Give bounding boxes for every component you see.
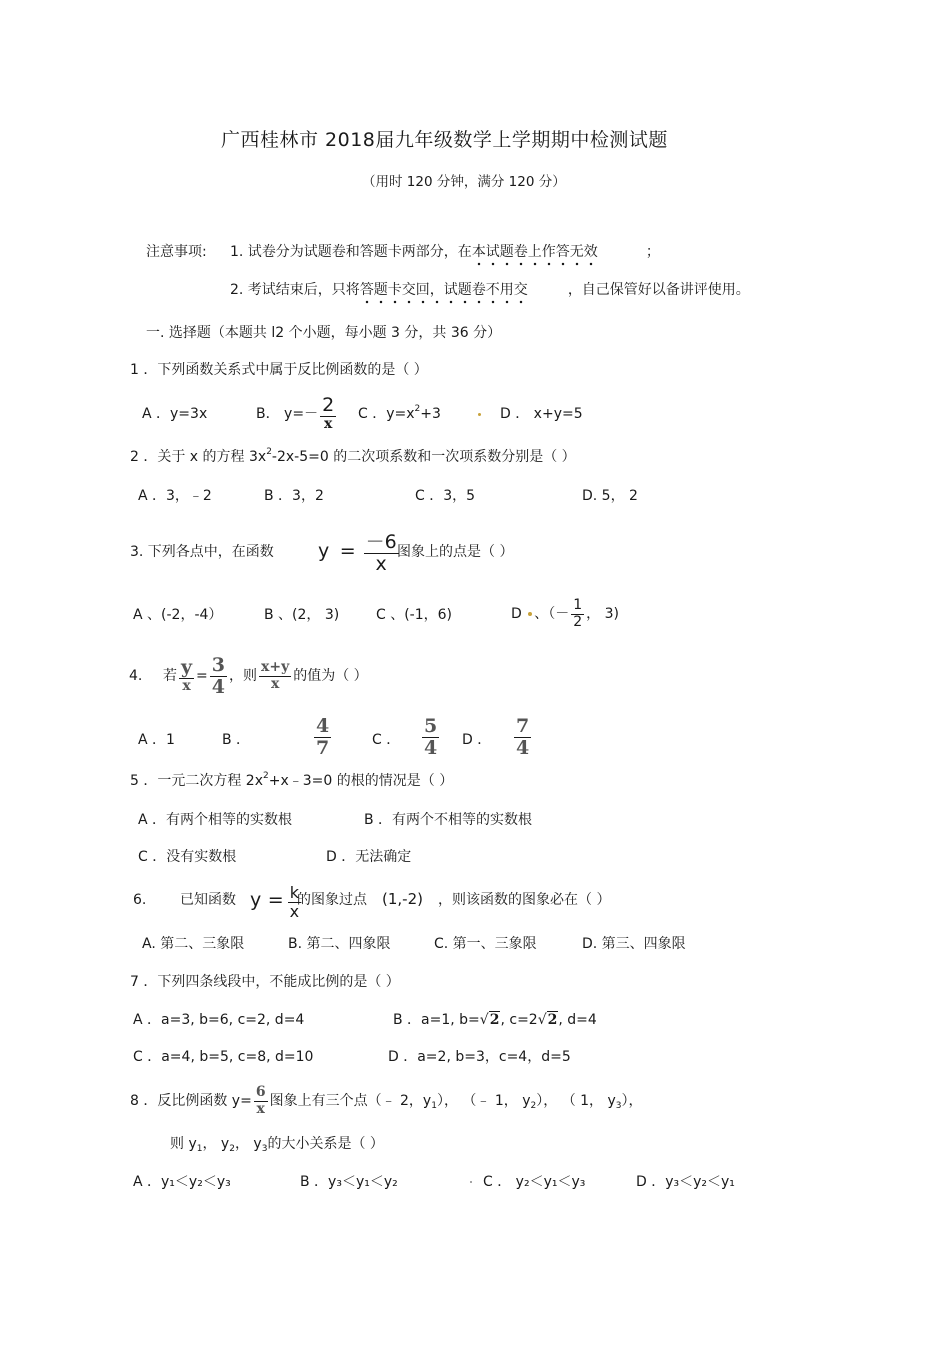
question-7-option-c: C ．a=4, b=5, c=8, d=10: [133, 1049, 314, 1065]
q8-sub-3: 3: [615, 1101, 622, 1111]
q3-d-mid: 、（－: [534, 606, 570, 622]
q4-y: y: [181, 656, 193, 679]
q6-num: k: [289, 882, 299, 902]
q3-d-fraction: [571, 598, 584, 630]
q1-b-prefix: B． y=－: [256, 406, 319, 422]
question-2-option-a: A ．3，﹣2: [138, 488, 212, 504]
page-subtitle: （用时 120 分钟，满分 120 分）: [362, 174, 566, 190]
question-6-option-a: A. 第二、三象限: [142, 936, 245, 952]
q3-d-numerator: 1: [573, 597, 583, 614]
q8-line2-sub-1: 1: [196, 1144, 203, 1154]
q4-4: 4: [211, 675, 226, 698]
question-6-function: [250, 877, 303, 925]
q8-line2-d: 的大小关系是（ ）: [267, 1136, 384, 1152]
q4-eq: =: [196, 668, 208, 684]
q4-b-num: 4: [316, 715, 330, 737]
question-3-option-d: [511, 594, 619, 634]
q3-denominator: x: [375, 552, 387, 575]
question-3-option-a: A 、(-2，-4）: [133, 607, 223, 623]
q2-stem-exponent: 2: [266, 447, 272, 457]
question-3-option-c: C 、(-1，6): [376, 607, 453, 623]
q8-line2-c: ， y: [234, 1136, 262, 1152]
q7-b-suffix: , d=4: [558, 1012, 597, 1028]
q3-y: y: [318, 540, 330, 562]
question-4-stem: [163, 652, 368, 700]
question-2-option-b: B ．3，2: [264, 488, 324, 504]
notice-item-2-text: 2. 考试结束后，只将: [230, 282, 360, 298]
q4-c-num: 5: [424, 715, 438, 737]
question-4-option-a: A ．1: [138, 732, 175, 748]
q8-suffix-c: ）， （ 1， y: [536, 1093, 616, 1109]
q8-sub-2: 2: [530, 1101, 537, 1111]
q8-line2-sub-2: 2: [229, 1144, 235, 1154]
q4-d-den: 4: [516, 736, 530, 759]
q8-sub-1: 1: [431, 1101, 437, 1111]
question-8-option-b: B ．y₃＜y₁＜y₂: [300, 1174, 398, 1190]
question-1-option-d: D ． x+y=5: [500, 406, 583, 422]
question-4-option-b-label: B ．: [222, 732, 251, 748]
question-4-option-d-value: [512, 716, 533, 759]
q1-b-fraction: [320, 395, 336, 432]
q1-c-prefix: C ．y=x: [358, 406, 415, 422]
q4-b-den: 7: [316, 736, 330, 759]
q3-equals: =: [339, 540, 356, 562]
question-6-prefix: 已知函数: [180, 892, 236, 908]
question-8-option-a: A ．y₁＜y₂＜y₃: [133, 1174, 231, 1190]
q8-suffix-a: 图象上有三个点（﹣ 2，y: [269, 1093, 432, 1109]
q4-frac-yx: [179, 657, 194, 694]
q2-stem-b: -2x-5=0 的二次项系数和一次项系数分别是（ ）: [271, 449, 576, 465]
q4-x: x: [182, 678, 191, 695]
q4-d-fraction: [514, 716, 531, 759]
q4-3: 3: [211, 653, 226, 676]
question-2-stem: [130, 448, 576, 466]
q3-d-suffix: ， 3): [586, 606, 619, 622]
q3-d-denominator: 2: [573, 613, 583, 630]
q5-stem-b: +x﹣3=0 的根的情况是（ ）: [268, 773, 454, 789]
q4-xy: x+y: [261, 659, 290, 676]
notice-item-2: [230, 281, 750, 299]
question-5-option-b: B ．有两个不相等的实数根: [364, 812, 533, 828]
q8-suffix-b: ）， （﹣ 1， y: [436, 1093, 531, 1109]
question-7-option-d: D ．a=2, b=3，c=4，d=5: [388, 1049, 571, 1065]
question-6-suffix: ，则该函数的图象必在（ ）: [438, 892, 611, 908]
question-7-option-a: A ．a=3, b=6, c=2, d=4: [133, 1012, 305, 1028]
question-6-option-d: D. 第三、四象限: [582, 936, 686, 952]
q4-then: ，则: [229, 668, 258, 684]
q8-suffix-d: ），: [621, 1093, 643, 1109]
question-8-line-2: [170, 1135, 384, 1153]
sqrt-symbol: √2: [537, 1012, 558, 1028]
question-8-option-c: C ． y₂＜y₁＜y₃: [483, 1174, 586, 1190]
q5-exponent: 2: [263, 771, 269, 781]
q4-frac-xyx: [259, 660, 291, 692]
q1-c-exponent: 2: [414, 404, 421, 414]
q6-den: x: [289, 901, 300, 921]
question-7-option-b: [393, 1011, 597, 1029]
q3-d-letter: D: [511, 606, 522, 622]
stray-dot-mark: [478, 405, 481, 423]
question-5-option-a: A ．有两个相等的实数根: [138, 812, 293, 828]
page-title: 广西桂林市 2018届九年级数学上学期期中检测试题: [221, 129, 668, 151]
section-heading: 一. 选择题（本题共 l2 个小题，每小题 3 分，共 36 分）: [146, 325, 502, 341]
question-5-option-d: D ．无法确定: [326, 849, 412, 865]
question-3-function: [318, 526, 401, 578]
question-1-stem: 1 ．下列函数关系式中属于反比例函数的是（ ）: [130, 362, 428, 378]
q1-b-denominator: x: [323, 416, 333, 433]
q8-line2-b: ， y: [202, 1136, 230, 1152]
notice-item-1-emphasis: 本试题卷上作答无效: [472, 244, 598, 266]
notice-item-1: [230, 243, 660, 261]
notice-item-1-text: 1. 试卷分为试题卷和答题卡两部分，在: [230, 244, 472, 260]
q6-y: y: [250, 889, 262, 911]
question-7-stem: 7 ．下列四条线段中，不能成比例的是（ ）: [130, 974, 400, 990]
q3-fraction: [364, 532, 399, 575]
q8-line2-sub-3: 3: [261, 1144, 268, 1154]
q2-stem-a: 2 ．关于 x 的方程 3x: [130, 449, 267, 465]
question-4-option-c-label: C ．: [372, 732, 401, 748]
question-1-option-b: [256, 394, 338, 434]
q6-equals: =: [267, 889, 284, 911]
question-6-number: 6.: [133, 892, 147, 908]
question-4-option-c-value: [420, 716, 441, 759]
question-8-stem: [130, 1079, 643, 1123]
q4-frac-34: [210, 655, 227, 698]
question-5-stem: [130, 772, 453, 790]
question-4-number: 4.: [129, 668, 143, 684]
notice-item-1-end: ；: [645, 244, 660, 260]
q1-c-suffix: +3: [420, 406, 441, 422]
question-8-option-d: D ．y₃＜y₂＜y₁: [636, 1174, 735, 1190]
question-5-option-c: C ．没有实数根: [138, 849, 237, 865]
stray-dot-mark: [470, 1173, 472, 1191]
q5-stem-a: 5 ．一元二次方程 2x: [130, 773, 263, 789]
q1-b-numerator: 2: [322, 394, 335, 417]
question-1-option-a: A ．y=3x: [142, 406, 208, 422]
notice-item-2-end: ，自己保管好以备讲评使用。: [567, 282, 750, 298]
q4-if: 若: [163, 668, 177, 684]
notice-item-2-emphasis: 答题卡交回，试题卷不用交: [360, 282, 528, 304]
q4-x2: x: [270, 675, 280, 692]
q4-b-fraction: [314, 716, 331, 759]
q7-b-prefix: B ．a=1, b=: [393, 1012, 480, 1028]
question-6-point: (1,-2): [382, 890, 423, 908]
q8-den: x: [256, 1100, 265, 1117]
q7-b-mid: , c=2: [500, 1012, 538, 1028]
question-6-option-c: C. 第一、三象限: [434, 936, 537, 952]
question-1-option-c: [358, 405, 441, 423]
question-4-option-b-value: [312, 716, 333, 759]
q8-prefix: 8 ．反比例函数 y=: [130, 1093, 252, 1109]
sqrt-symbol: √2: [479, 1012, 500, 1028]
q8-num: 6: [255, 1084, 266, 1101]
q4-c-fraction: [422, 716, 439, 759]
question-6-mid: 的图象过点: [297, 892, 367, 908]
question-6-option-b: B. 第二、四象限: [288, 936, 391, 952]
question-2-option-d: D. 5， 2: [582, 488, 638, 504]
q3-numerator: －6: [365, 530, 397, 553]
question-3-stem-suffix: 图象上的点是（ ）: [397, 544, 514, 560]
q7-b-radicand-2: 2: [547, 1012, 558, 1028]
question-4-option-d-label: D ．: [462, 732, 492, 748]
notice-label: 注意事项:: [146, 244, 207, 260]
q7-b-radicand: 2: [489, 1012, 500, 1028]
question-3-option-b: B 、(2， 3): [264, 607, 340, 623]
q8-fraction: [254, 1085, 268, 1117]
question-3-stem-prefix: 3. 下列各点中，在函数: [130, 544, 274, 560]
stray-dot-mark: [528, 612, 532, 616]
q4-c-den: 4: [424, 736, 438, 759]
q4-suffix: 的值为（ ）: [293, 668, 368, 684]
question-2-option-c: C ．3，5: [415, 488, 476, 504]
q8-line2-a: 则 y: [170, 1136, 197, 1152]
q4-d-num: 7: [516, 715, 530, 737]
